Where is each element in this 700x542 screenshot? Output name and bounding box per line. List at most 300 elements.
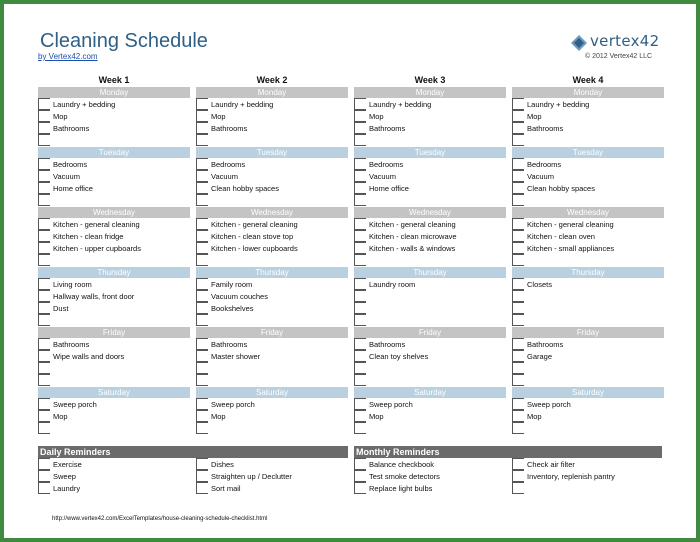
reminder-checkbox[interactable] <box>196 482 208 494</box>
task-row <box>354 422 506 434</box>
task-row <box>512 182 664 194</box>
task-checkbox[interactable] <box>196 362 208 374</box>
task-checkbox[interactable] <box>38 194 50 206</box>
day-header: Wednesday <box>512 207 664 218</box>
task-row <box>38 422 190 434</box>
task-checkbox[interactable] <box>512 278 524 290</box>
task-label: Wipe walls and doors <box>53 351 125 361</box>
day-header: Thursday <box>512 267 664 278</box>
task-label: Closets <box>527 279 553 289</box>
task-checkbox[interactable] <box>196 338 208 350</box>
task-row <box>38 290 190 302</box>
day-block <box>38 327 190 387</box>
task-row <box>354 350 506 362</box>
day-header: Tuesday <box>196 147 348 158</box>
task-row <box>196 350 348 362</box>
task-label: Kitchen - upper cupboards <box>53 243 141 253</box>
reminder-label: Test smoke detectors <box>369 471 440 481</box>
day-block <box>38 87 190 147</box>
day-block <box>38 207 190 267</box>
task-row <box>512 314 664 326</box>
task-checkbox[interactable] <box>354 230 366 242</box>
task-row <box>38 350 190 362</box>
task-label: Sweep porch <box>369 399 413 409</box>
task-checkbox[interactable] <box>354 110 366 122</box>
task-row <box>38 110 190 122</box>
task-row <box>512 110 664 122</box>
task-checkbox[interactable] <box>38 158 50 170</box>
task-checkbox[interactable] <box>38 230 50 242</box>
task-checkbox[interactable] <box>38 98 50 110</box>
task-row <box>512 362 664 374</box>
day-block <box>38 147 190 207</box>
task-row <box>354 194 506 206</box>
day-block <box>354 327 506 387</box>
task-checkbox[interactable] <box>38 170 50 182</box>
task-row <box>354 218 506 230</box>
day-block <box>354 147 506 207</box>
monthly-reminders-header: Monthly Reminders <box>354 446 662 458</box>
task-row <box>512 230 664 242</box>
reminder-row <box>38 482 190 494</box>
task-row <box>196 110 348 122</box>
day-block <box>512 207 664 267</box>
task-row <box>38 230 190 242</box>
task-checkbox[interactable] <box>38 302 50 314</box>
reminder-row <box>512 482 664 494</box>
task-label: Laundry + bedding <box>369 99 432 109</box>
task-label: Bathrooms <box>53 123 90 133</box>
task-row <box>354 314 506 326</box>
task-checkbox[interactable] <box>354 158 366 170</box>
task-checkbox[interactable] <box>354 254 366 266</box>
task-row <box>354 398 506 410</box>
reminder-label: Inventory, replenish pantry <box>527 471 615 481</box>
task-checkbox[interactable] <box>38 338 50 350</box>
task-checkbox[interactable] <box>512 158 524 170</box>
task-row <box>196 314 348 326</box>
reminder-label: Straighten up / Declutter <box>211 471 292 481</box>
task-row <box>354 134 506 146</box>
task-row <box>512 398 664 410</box>
task-checkbox[interactable] <box>196 290 208 302</box>
day-header: Friday <box>196 327 348 338</box>
day-block <box>196 147 348 207</box>
task-row <box>512 338 664 350</box>
task-checkbox[interactable] <box>38 410 50 422</box>
task-label: Kitchen - general cleaning <box>369 219 456 229</box>
reminder-label: Sweep <box>53 471 76 481</box>
reminder-row <box>354 458 506 470</box>
task-label: Vacuum couches <box>211 291 268 301</box>
task-checkbox[interactable] <box>512 422 524 434</box>
task-checkbox[interactable] <box>354 242 366 254</box>
task-label: Sweep porch <box>211 399 255 409</box>
task-checkbox[interactable] <box>38 374 50 386</box>
task-checkbox[interactable] <box>354 410 366 422</box>
week-column <box>354 74 506 447</box>
task-row <box>38 362 190 374</box>
task-checkbox[interactable] <box>354 302 366 314</box>
task-checkbox[interactable] <box>38 218 50 230</box>
day-block <box>196 207 348 267</box>
task-row <box>196 218 348 230</box>
reminder-row <box>196 458 348 470</box>
task-label: Bedrooms <box>369 159 404 169</box>
reminder-column <box>196 458 348 494</box>
task-row <box>512 374 664 386</box>
task-checkbox[interactable] <box>196 230 208 242</box>
task-row <box>38 170 190 182</box>
task-label: Vacuum <box>53 171 80 181</box>
task-checkbox[interactable] <box>354 290 366 302</box>
task-checkbox[interactable] <box>512 218 524 230</box>
task-row <box>38 194 190 206</box>
byline-link[interactable]: by Vertex42.com <box>38 52 98 61</box>
task-checkbox[interactable] <box>196 410 208 422</box>
day-header: Saturday <box>512 387 664 398</box>
day-block <box>196 387 348 447</box>
task-label: Dust <box>53 303 69 313</box>
task-checkbox[interactable] <box>38 362 50 374</box>
task-checkbox[interactable] <box>354 122 366 134</box>
task-row <box>38 302 190 314</box>
task-checkbox[interactable] <box>196 194 208 206</box>
task-label: Mop <box>53 411 68 421</box>
task-row <box>512 410 664 422</box>
reminder-label: Replace light bulbs <box>369 483 433 493</box>
task-checkbox[interactable] <box>196 170 208 182</box>
task-checkbox[interactable] <box>196 374 208 386</box>
task-label: Kitchen - small appliances <box>527 243 615 253</box>
logo-text: vertex42 <box>590 32 660 50</box>
day-header: Monday <box>38 87 190 98</box>
task-checkbox[interactable] <box>38 182 50 194</box>
task-checkbox[interactable] <box>354 218 366 230</box>
task-checkbox[interactable] <box>512 338 524 350</box>
reminder-checkbox[interactable] <box>196 470 208 482</box>
task-checkbox[interactable] <box>196 350 208 362</box>
task-row <box>196 254 348 266</box>
day-block <box>354 387 506 447</box>
task-checkbox[interactable] <box>38 422 50 434</box>
task-label: Bedrooms <box>211 159 246 169</box>
task-checkbox[interactable] <box>196 398 208 410</box>
vertex42-logo <box>570 31 680 55</box>
task-label: Bathrooms <box>369 123 406 133</box>
day-header: Tuesday <box>38 147 190 158</box>
task-label: Bathrooms <box>369 339 406 349</box>
task-checkbox[interactable] <box>512 194 524 206</box>
task-checkbox[interactable] <box>354 134 366 146</box>
task-checkbox[interactable] <box>512 182 524 194</box>
task-row <box>196 398 348 410</box>
task-checkbox[interactable] <box>196 122 208 134</box>
task-row <box>38 254 190 266</box>
task-row <box>38 98 190 110</box>
page <box>4 4 696 538</box>
task-label: Bathrooms <box>527 339 564 349</box>
task-row <box>38 338 190 350</box>
task-label: Kitchen - lower cupboards <box>211 243 298 253</box>
task-label: Mop <box>211 111 226 121</box>
task-checkbox[interactable] <box>512 170 524 182</box>
task-checkbox[interactable] <box>196 158 208 170</box>
task-checkbox[interactable] <box>354 374 366 386</box>
task-label: Mop <box>369 111 384 121</box>
day-block <box>512 327 664 387</box>
task-row <box>512 278 664 290</box>
task-row <box>354 242 506 254</box>
task-label: Clean toy shelves <box>369 351 429 361</box>
task-label: Mop <box>369 411 384 421</box>
day-header: Thursday <box>354 267 506 278</box>
task-row <box>196 278 348 290</box>
reminder-row <box>354 470 506 482</box>
task-checkbox[interactable] <box>512 362 524 374</box>
task-checkbox[interactable] <box>196 254 208 266</box>
task-label: Clean hobby spaces <box>527 183 595 193</box>
task-label: Bathrooms <box>211 123 248 133</box>
day-header: Thursday <box>38 267 190 278</box>
task-label: Vacuum <box>527 171 554 181</box>
task-row <box>354 182 506 194</box>
day-block <box>512 147 664 207</box>
task-checkbox[interactable] <box>38 290 50 302</box>
task-row <box>38 314 190 326</box>
task-label: Laundry + bedding <box>527 99 590 109</box>
task-checkbox[interactable] <box>354 278 366 290</box>
reminder-checkbox[interactable] <box>512 482 524 494</box>
reminder-checkbox[interactable] <box>354 470 366 482</box>
task-checkbox[interactable] <box>354 422 366 434</box>
task-row <box>38 242 190 254</box>
task-row <box>38 158 190 170</box>
task-checkbox[interactable] <box>196 314 208 326</box>
task-checkbox[interactable] <box>354 170 366 182</box>
week-title: Week 4 <box>572 75 604 85</box>
task-label: Laundry + bedding <box>53 99 116 109</box>
task-label: Bookshelves <box>211 303 254 313</box>
page-title: Cleaning Schedule <box>40 30 208 52</box>
reminder-label: Check air filter <box>527 459 575 469</box>
task-label: Kitchen - general cleaning <box>211 219 298 229</box>
task-label: Hallway walls, front door <box>53 291 135 301</box>
task-checkbox[interactable] <box>196 422 208 434</box>
task-checkbox[interactable] <box>196 134 208 146</box>
task-row <box>354 122 506 134</box>
reminder-checkbox[interactable] <box>512 458 524 470</box>
task-checkbox[interactable] <box>38 314 50 326</box>
week-title: Week 1 <box>98 75 130 85</box>
task-checkbox[interactable] <box>512 254 524 266</box>
task-label: Garage <box>527 351 553 361</box>
task-checkbox[interactable] <box>196 98 208 110</box>
task-checkbox[interactable] <box>196 242 208 254</box>
task-checkbox[interactable] <box>196 302 208 314</box>
task-checkbox[interactable] <box>196 182 208 194</box>
day-block <box>196 267 348 327</box>
task-row <box>196 170 348 182</box>
task-checkbox[interactable] <box>512 290 524 302</box>
task-checkbox[interactable] <box>512 398 524 410</box>
task-row <box>196 194 348 206</box>
task-row <box>354 302 506 314</box>
task-label: Bathrooms <box>211 339 248 349</box>
reminder-checkbox[interactable] <box>38 470 50 482</box>
day-header: Tuesday <box>512 147 664 158</box>
task-checkbox[interactable] <box>196 110 208 122</box>
task-checkbox[interactable] <box>512 110 524 122</box>
reminder-checkbox[interactable] <box>354 482 366 494</box>
task-checkbox[interactable] <box>512 230 524 242</box>
task-label: Sweep porch <box>527 399 571 409</box>
reminder-checkbox[interactable] <box>38 482 50 494</box>
task-row <box>512 170 664 182</box>
task-row <box>38 218 190 230</box>
task-label: Kitchen - general cleaning <box>527 219 614 229</box>
task-row <box>512 350 664 362</box>
day-header: Wednesday <box>196 207 348 218</box>
task-row <box>354 98 506 110</box>
task-row <box>354 362 506 374</box>
reminder-column <box>512 458 664 494</box>
footer-url[interactable]: http://www.vertex42.com/ExcelTemplates/house-cleaning-schedule-checklist.html <box>52 516 268 522</box>
task-row <box>512 218 664 230</box>
day-block <box>38 387 190 447</box>
task-row <box>512 422 664 434</box>
task-row <box>354 158 506 170</box>
task-row <box>38 410 190 422</box>
task-row <box>196 302 348 314</box>
task-label: Mop <box>527 111 542 121</box>
task-row <box>512 134 664 146</box>
day-header: Thursday <box>196 267 348 278</box>
reminder-checkbox[interactable] <box>196 458 208 470</box>
task-label: Bathrooms <box>53 339 90 349</box>
task-row <box>38 374 190 386</box>
task-row <box>196 242 348 254</box>
reminder-row <box>354 482 506 494</box>
reminder-checkbox[interactable] <box>512 470 524 482</box>
task-checkbox[interactable] <box>512 134 524 146</box>
task-checkbox[interactable] <box>354 194 366 206</box>
task-row <box>196 182 348 194</box>
task-label: Mop <box>53 111 68 121</box>
task-checkbox[interactable] <box>354 314 366 326</box>
task-row <box>512 122 664 134</box>
reminder-row <box>38 470 190 482</box>
day-header: Friday <box>512 327 664 338</box>
task-checkbox[interactable] <box>38 134 50 146</box>
task-checkbox[interactable] <box>38 122 50 134</box>
task-checkbox[interactable] <box>38 350 50 362</box>
task-label: Living room <box>53 279 92 289</box>
day-header: Saturday <box>38 387 190 398</box>
reminder-row <box>512 470 664 482</box>
task-row <box>512 158 664 170</box>
task-checkbox[interactable] <box>354 182 366 194</box>
task-row <box>512 98 664 110</box>
task-checkbox[interactable] <box>38 278 50 290</box>
day-block <box>512 87 664 147</box>
day-block <box>512 267 664 327</box>
task-checkbox[interactable] <box>354 362 366 374</box>
task-row <box>196 122 348 134</box>
reminder-row <box>512 458 664 470</box>
daily-reminders-header: Daily Reminders <box>38 446 348 458</box>
day-block <box>38 267 190 327</box>
task-checkbox[interactable] <box>512 302 524 314</box>
day-header: Saturday <box>196 387 348 398</box>
task-row <box>196 158 348 170</box>
task-checkbox[interactable] <box>354 338 366 350</box>
task-checkbox[interactable] <box>354 398 366 410</box>
reminder-label: Balance checkbook <box>369 459 435 469</box>
day-header: Monday <box>196 87 348 98</box>
task-row <box>512 302 664 314</box>
task-label: Vacuum <box>369 171 396 181</box>
reminder-column <box>38 458 190 494</box>
reminder-checkbox[interactable] <box>38 458 50 470</box>
day-block <box>354 87 506 147</box>
copyright: © 2012 Vertex42 LLC <box>585 53 653 60</box>
task-label: Kitchen - clean microwave <box>369 231 457 241</box>
task-checkbox[interactable] <box>512 410 524 422</box>
reminder-row <box>196 470 348 482</box>
task-checkbox[interactable] <box>512 374 524 386</box>
task-row <box>196 134 348 146</box>
task-row <box>38 398 190 410</box>
task-label: Kitchen - clean stove top <box>211 231 294 241</box>
week-column <box>196 74 348 447</box>
task-checkbox[interactable] <box>354 350 366 362</box>
task-row <box>354 254 506 266</box>
task-label: Kitchen - walls & windows <box>369 243 456 253</box>
week-column <box>512 74 664 447</box>
day-block <box>354 207 506 267</box>
task-row <box>354 290 506 302</box>
task-checkbox[interactable] <box>512 242 524 254</box>
task-row <box>196 362 348 374</box>
task-label: Kitchen - clean fridge <box>53 231 124 241</box>
task-row <box>512 254 664 266</box>
reminder-column <box>354 458 506 494</box>
task-checkbox[interactable] <box>38 254 50 266</box>
task-checkbox[interactable] <box>38 242 50 254</box>
task-checkbox[interactable] <box>512 314 524 326</box>
task-checkbox[interactable] <box>196 278 208 290</box>
task-checkbox[interactable] <box>196 218 208 230</box>
task-row <box>196 290 348 302</box>
task-checkbox[interactable] <box>38 110 50 122</box>
task-row <box>354 170 506 182</box>
task-row <box>196 230 348 242</box>
reminder-checkbox[interactable] <box>354 458 366 470</box>
task-checkbox[interactable] <box>512 98 524 110</box>
day-block <box>512 387 664 447</box>
day-block <box>196 327 348 387</box>
task-label: Bedrooms <box>527 159 562 169</box>
task-label: Vacuum <box>211 171 238 181</box>
logo-icon <box>570 34 588 52</box>
task-checkbox[interactable] <box>354 98 366 110</box>
task-checkbox[interactable] <box>512 122 524 134</box>
day-header: Monday <box>512 87 664 98</box>
task-label: Family room <box>211 279 253 289</box>
task-checkbox[interactable] <box>512 350 524 362</box>
task-checkbox[interactable] <box>38 398 50 410</box>
